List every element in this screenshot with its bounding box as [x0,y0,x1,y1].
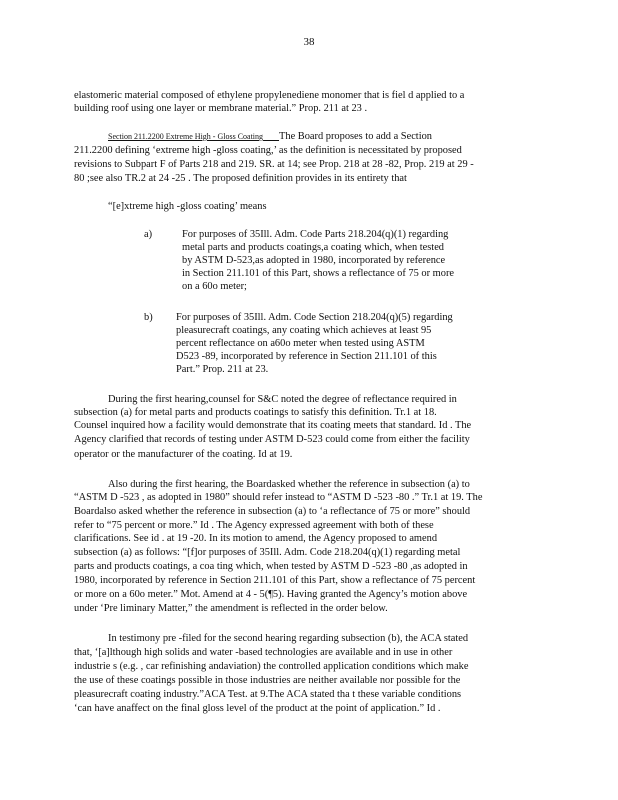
para5-line-6: ‘can have anaffect on the final gloss level of the product at the point of application.” Id . [74,703,441,714]
definition-a-label: a) [144,229,153,240]
para1-line-2: building roof using one layer or membrane material.” Prop. 211 at 23 . [74,103,368,114]
para2-line-1 [108,131,432,143]
definition-b-line-3: percent reflectance on a60o meter when tested using ASTM [176,338,425,349]
para2-line-1-rest: The Board proposes to add a Section [279,131,432,142]
definition-b-line-2: pleasurecraft coatings, any coating which achieves at least 95 [176,325,432,336]
para4-line-2: “ASTM D -523 , as adopted in 1980” should refer instead to “ASTM D -523 -80 .” Tr.1 at 19. The [74,492,483,503]
para3-line-1: During the first hearing,counsel for S&C noted the degree of reflectance required in [108,394,457,405]
para3-line-4: Agency clarified that records of testing under ASTM D-523 could come from either the facility [74,434,470,445]
para1-line-1: elastomeric material composed of ethylene propylenediene monomer that is fiel d applied to a [74,90,465,101]
para2-line-2: 211.2200 defining ‘extreme high -gloss coating,’ as the definition is necessitated by proposed [74,145,462,156]
definition-a-line-5: on a 60o meter; [182,281,247,292]
definition-a-line-1: For purposes of 35Ill. Adm. Code Parts 218.204(q)(1) regarding [182,229,449,240]
para5-line-5: pleasurecraft coating industry.”ACA Test. at 9.The ACA stated tha t these variable conditions [74,689,462,700]
para4-line-6: subsection (a) as follows: “[f]or purposes of 35Ill. Adm. Code 218.204(q)(1) regarding metal [74,547,461,558]
para4-line-1: Also during the first hearing, the Boardasked whether the reference in subsection (a) to [108,479,470,490]
para4-line-3: Boardalso asked whether the reference in subsection (a) to ‘a reflectance of 75 or more” should [74,506,471,517]
para3-line-3: Counsel inquired how a facility would demonstrate that its coating meets that standard. Id . The [74,420,472,431]
section-heading: Section 211.2200 Extreme High - Gloss Coating [108,132,264,141]
para4-line-8: 1980, incorporated by reference in Section 211.101 of this Part, show a reflectance of 75 percent [74,575,476,586]
para4-line-9: or more on a 60o meter.” Mot. Amend at 4 - 5(¶5). Having granted the Agency’s motion above [74,589,468,600]
para4-line-10: under ‘Pre liminary Matter,” the amendment is reflected in the order below. [74,603,388,614]
definition-a-line-3: by ASTM D-523,as adopted in 1980, incorporated by reference [182,255,446,266]
para4-line-5: clarifications. See id . at 19 -20. In its motion to amend, the Agency proposed to amend [74,533,438,544]
para3-line-5: operator or the manufacturer of the coating. Id at 19. [74,449,293,460]
definition-b-line-5: Part.” Prop. 211 at 23. [176,364,269,375]
definition-b-label: b) [144,312,153,323]
definition-b-line-4: D523 -89, incorporated by reference in Section 211.101 of this [176,351,437,362]
para5-line-4: the use of these coatings possible in those industries are neither available nor possible for the [74,675,461,686]
definition-a-line-4: in Section 211.101 of this Part, shows a reflectance of 75 or more [182,268,455,279]
para3-line-2: subsection (a) for metal parts and products coatings to satisfy this definition. Tr.1 at 18. [74,407,437,418]
para4-line-7: parts and products coatings, a coa ting which, when tested by ASTM D -523 -80 ,as adopted in [74,561,468,572]
page-number: 38 [303,36,315,48]
para2-line-3: revisions to Subpart F of Parts 218 and 219. SR. at 14; see Prop. 218 at 28 -82, Prop. 219 at 29 - [74,159,474,170]
para2-line-4: 80 ;see also TR.2 at 24 -25 . The proposed definition provides in its entirety that [74,173,407,184]
definition-a-line-2: metal parts and products coatings,a coating which, when tested [182,242,444,253]
para5-line-3: industrie s (e.g. , car refinishing andaviation) the controlled application conditions which make [74,661,469,672]
para5-line-1: In testimony pre -filed for the second hearing regarding subsection (b), the ACA stated [108,633,469,644]
para5-line-2: that, ‘[a]lthough high solids and water -based technologies are available and in use in other [74,647,453,658]
definition-b-line-1: For purposes of 35Ill. Adm. Code Section 218.204(q)(5) regarding [176,312,453,323]
para4-line-4: refer to “75 percent or more.” Id . The Agency expressed agreement with both of these [74,520,434,531]
definition-term: “[e]xtreme high -gloss coating’ means [108,201,267,212]
